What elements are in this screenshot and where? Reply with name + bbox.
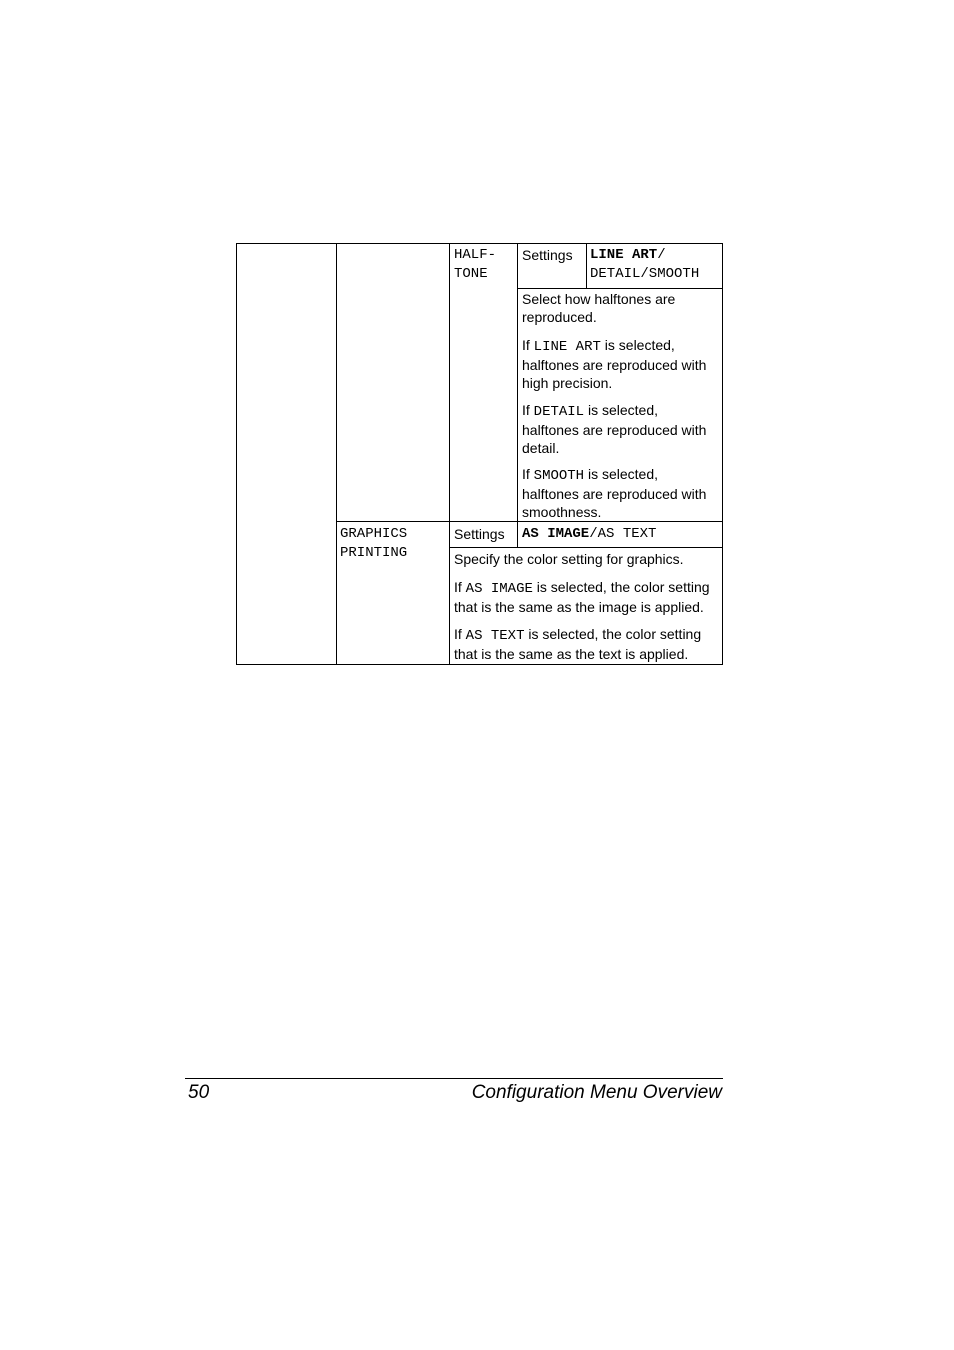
desc-line: Select how halftones are: [522, 291, 676, 307]
halftone-settings-label: Settings: [522, 247, 573, 263]
graphics-settings-value: [522, 525, 656, 544]
graphics-desc-asimage: [454, 578, 710, 616]
table-row-divider: [517, 288, 723, 289]
desc-if: If: [454, 626, 462, 642]
page-number: 50: [188, 1082, 210, 1103]
desc-rest: is selected, the color setting: [528, 626, 702, 642]
desc-line: that is the same as the image is applied.: [454, 599, 704, 615]
halftone-name-line2: TONE: [454, 266, 488, 282]
table-col-divider: [336, 243, 337, 665]
table-row-divider: [336, 521, 723, 522]
table-border-bottom: [236, 664, 723, 665]
desc-code: AS IMAGE: [465, 581, 533, 597]
desc-code: AS TEXT: [465, 628, 525, 644]
table-col-divider: [449, 243, 450, 665]
desc-rest: is selected,: [587, 402, 659, 418]
graphics-settings-label: Settings: [454, 526, 505, 542]
halftone-value-sep: /: [657, 247, 666, 263]
footer-rule: [185, 1078, 723, 1079]
table-border-left: [236, 243, 237, 665]
halftone-settings-value: [590, 246, 699, 284]
table-row-divider: [449, 547, 723, 548]
desc-line: smoothness.: [522, 504, 602, 520]
desc-if: If: [522, 466, 530, 482]
desc-line: halftones are reproduced with: [522, 486, 707, 502]
halftone-name: [454, 246, 496, 284]
desc-line: high precision.: [522, 375, 613, 391]
desc-rest: is selected, the color setting: [536, 579, 710, 595]
halftone-desc-intro: [522, 290, 675, 326]
desc-rest: is selected,: [587, 466, 659, 482]
desc-rest: is selected,: [604, 337, 675, 353]
desc-line: reproduced.: [522, 309, 597, 325]
desc-line: halftones are reproduced with: [522, 357, 707, 373]
graphics-name-line2: PRINTING: [340, 545, 408, 561]
halftone-desc-smooth: [522, 465, 706, 521]
desc-if: If: [522, 402, 530, 418]
graphics-name-line1: GRAPHICS: [340, 526, 408, 542]
halftone-desc-detail: [522, 401, 706, 457]
table-border-right: [722, 243, 723, 665]
desc-line: halftones are reproduced with: [522, 422, 707, 438]
halftone-desc-lineart: [522, 336, 706, 392]
desc-code: LINE ART: [533, 339, 601, 355]
desc-if: If: [454, 579, 462, 595]
graphics-name: [340, 525, 407, 563]
halftone-value-bold: LINE ART: [590, 247, 658, 263]
desc-code: SMOOTH: [533, 468, 585, 484]
desc-line: that is the same as the text is applied.: [454, 646, 689, 662]
halftone-value-line2: DETAIL/SMOOTH: [590, 266, 700, 282]
graphics-value-bold: AS IMAGE: [522, 526, 590, 542]
graphics-desc-astext: [454, 625, 701, 663]
halftone-name-line1: HALF-: [454, 247, 497, 263]
footer-title: Configuration Menu Overview: [471, 1082, 722, 1103]
graphics-desc-intro: Specify the color setting for graphics.: [454, 551, 684, 567]
desc-line: detail.: [522, 440, 560, 456]
graphics-value-rest: /AS TEXT: [589, 526, 657, 542]
table-border-top: [236, 243, 723, 244]
table-col-divider: [586, 243, 587, 289]
desc-code: DETAIL: [533, 404, 585, 420]
desc-if: If: [522, 337, 530, 353]
